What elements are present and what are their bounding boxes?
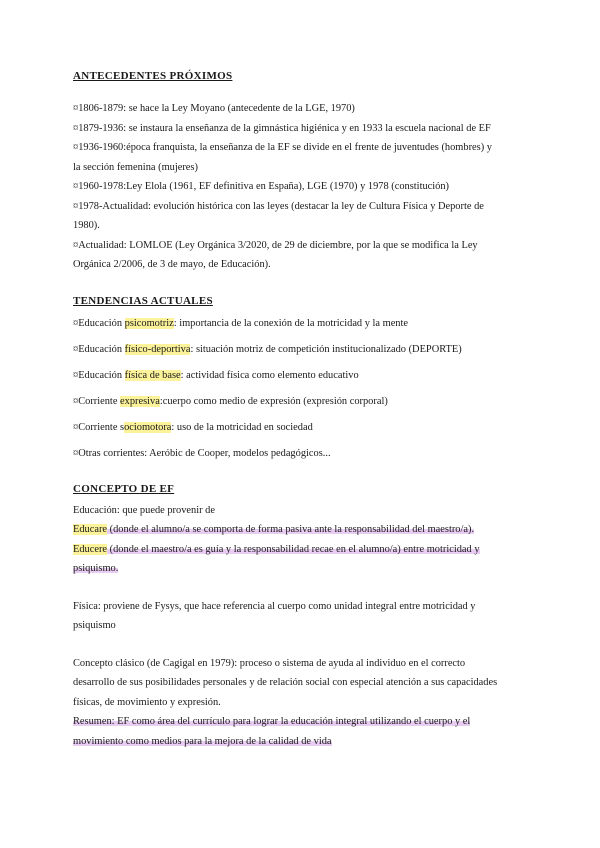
tendencia-item xyxy=(73,415,532,441)
tendencia-item xyxy=(73,389,532,415)
tendencia-prefix: ¤Educación xyxy=(73,369,125,381)
fisica-definition: Física: proviene de Fysys, que hace referencia al cuerpo como unidad integral entre motricidad y xyxy=(73,600,476,612)
antecedentes-item: ¤Actualidad: LOMLOE (Ley Orgánica 3/2020, de 29 de diciembre, por la que se modifica la Ley xyxy=(73,239,478,251)
tendencia-item xyxy=(73,311,532,337)
tendencia-desc: : uso de la motricidad en sociedad xyxy=(171,421,313,433)
fisica-definition-end: psiquismo xyxy=(73,620,116,631)
concepto-clasico: Concepto clásico (de Cagigal en 1979): proceso o sistema de ayuda al individuo en el correcto xyxy=(73,657,466,669)
educere-definition: (donde el maestro/a es guía y la responsabilidad recae en el alumno/a) entre motricidad y xyxy=(107,543,480,555)
antecedentes-item: la sección femenina (mujeres) xyxy=(73,161,198,173)
tendencia-desc: :cuerpo como medio de expresión (expresión corporal) xyxy=(159,395,388,407)
tendencia-prefix: ¤Corriente s xyxy=(73,421,125,433)
educare-definition: (donde el alumno/a se comporta de forma pasiva ante la responsabilidad del maestro/a). xyxy=(107,524,475,535)
highlight-term: expresiva xyxy=(120,395,160,407)
antecedentes-item: ¤1936-1960:época franquista, la enseñanza de la EF se divide en el frente de juventudes (hombres) y xyxy=(73,142,492,153)
tendencia-item xyxy=(73,337,532,363)
antecedentes-item: ¤1978-Actualidad: evolución histórica con las leyes (destacar la ley de Cultura Física y Deporte de xyxy=(73,200,484,212)
section-title-tendencias: TENDENCIAS ACTUALES xyxy=(73,294,213,307)
educere-definition-end: psiquismo. xyxy=(73,563,119,574)
tendencia-item xyxy=(73,441,532,467)
tendencia-prefix: ¤Corriente xyxy=(73,395,121,407)
highlight-term: Educare xyxy=(73,524,108,535)
resumen-text-end: movimiento como medios para la mejora de la calidad de vida xyxy=(73,735,332,747)
antecedentes-item: ¤1960-1978:Ley Elola (1961, EF definitiva en España), LGE (1970) y 1978 (constitución) xyxy=(73,181,450,192)
highlight-term: físico-deportiva xyxy=(124,343,191,355)
tendencia-item xyxy=(73,363,532,389)
antecedentes-item: ¤1879-1936: se instaura la enseñanza de la gimnástica higiénica y en 1933 la escuela nacional de EF xyxy=(73,122,491,134)
antecedentes-item: 1980). xyxy=(73,220,100,231)
highlight-term: psicomotriz xyxy=(124,317,174,329)
resumen-line xyxy=(73,712,532,732)
educacion-intro: Educación: que puede provenir de xyxy=(73,504,215,516)
section-title-concepto: CONCEPTO DE EF xyxy=(73,482,175,495)
tendencia-prefix: ¤Educación xyxy=(73,317,125,329)
resumen-text: Resumen: EF como área del currículo para lograr la educación integral utilizando el cuerpo y el xyxy=(73,716,471,727)
tendencia-prefix: ¤Otras corrientes: Aeróbic de Cooper, modelos pedagógicos... xyxy=(73,447,331,459)
educare-line xyxy=(73,520,532,540)
tendencias-list xyxy=(73,311,532,467)
concepto-clasico: desarrollo de sus posibilidades personales y de relación social con especial atención a sus capacidades xyxy=(73,677,498,688)
highlight-term: ociomotora xyxy=(124,421,172,433)
resumen-line-2 xyxy=(73,732,532,752)
educere-line xyxy=(73,540,532,560)
tendencia-desc: : importancia de la conexión de la motricidad y la mente xyxy=(173,317,409,329)
highlight-term: física de base xyxy=(124,369,181,381)
tendencia-desc: : actividad física como elemento educativo xyxy=(180,369,359,381)
antecedentes-list xyxy=(73,99,532,275)
section-title-antecedentes: ANTECEDENTES PRÓXIMOS xyxy=(73,70,233,82)
concepto-clasico: físicas, de movimiento y expresión. xyxy=(73,696,221,708)
tendencia-prefix: ¤Educación xyxy=(73,343,125,355)
antecedentes-item: ¤1806-1879: se hace la Ley Moyano (antecedente de la LGE, 1970) xyxy=(73,103,355,114)
antecedentes-item: Orgánica 2/2006, de 3 de mayo, de Educación). xyxy=(73,259,271,270)
tendencia-desc: : situación motriz de competición institucionalizado (DEPORTE) xyxy=(190,343,462,355)
concepto-body xyxy=(73,501,532,752)
highlight-term: Educere xyxy=(73,543,108,555)
educere-line-2 xyxy=(73,559,532,579)
